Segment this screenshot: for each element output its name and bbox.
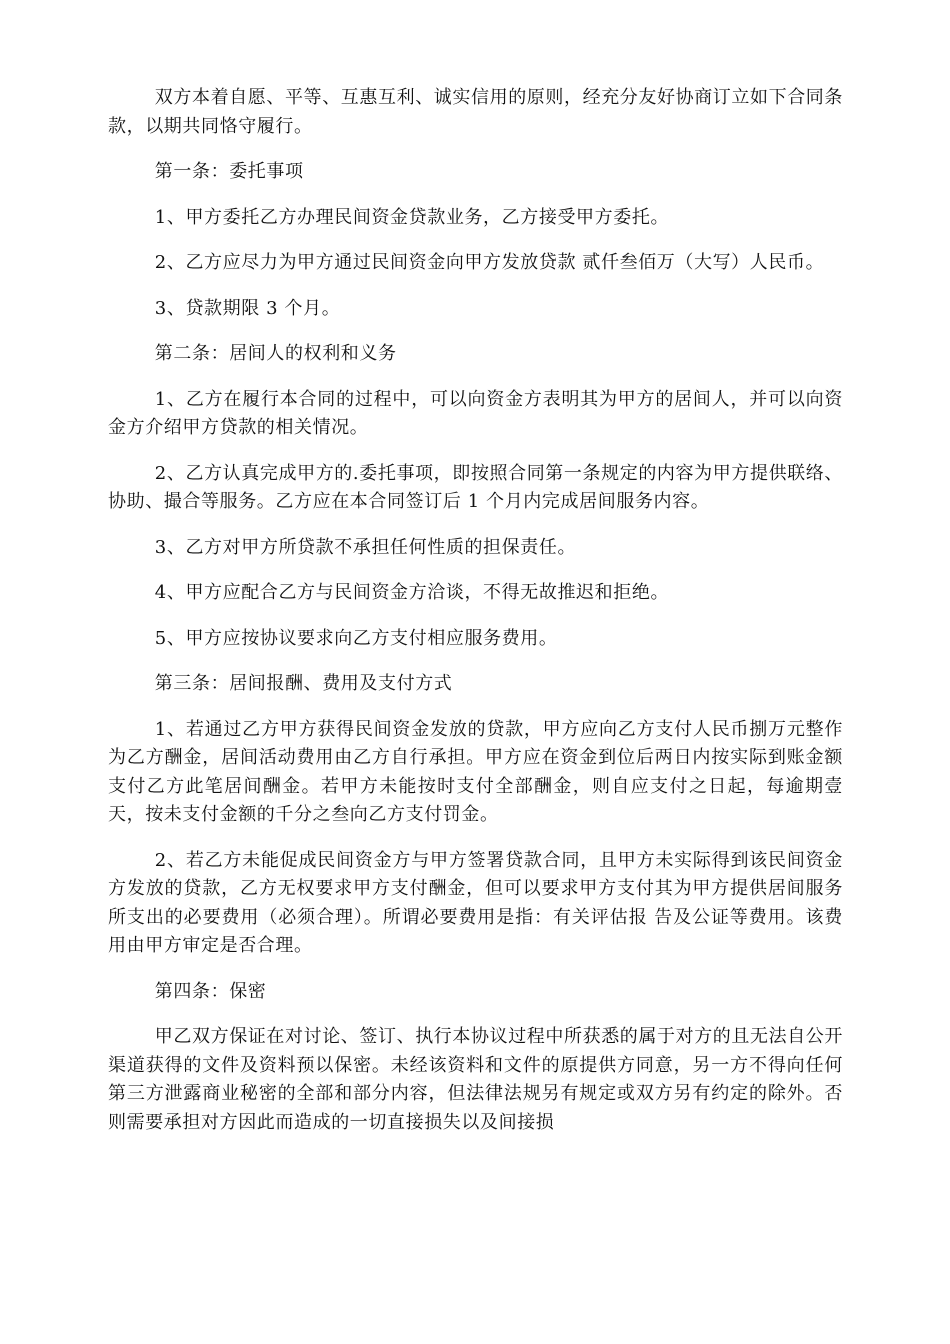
article-3-heading: 第三条：居间报酬、费用及支付方式 <box>154 673 453 694</box>
article-2-clause-3: 3、乙方对甲方所贷款不承担任何性质的担保责任。 <box>154 536 577 558</box>
article-1-clause-2: 2、乙方应尽力为甲方通过民间资金向甲方发放贷款 贰仟叁佰万（大写）人民币。 <box>154 252 825 273</box>
article-2-clause-4: 4、甲方应配合乙方与民间资金方洽谈，不得无故推迟和拒绝。 <box>154 582 670 603</box>
article-2-clause-5: 5、甲方应按协议要求向乙方支付相应服务费用。 <box>154 627 558 649</box>
article-4-heading: 第四条：保密 <box>154 980 267 1002</box>
document-page <box>108 84 843 1154</box>
article-3-clause-2: 2、若乙方未能促成民间资金方与甲方签署贷款合同，且甲方未实际得到该民间资金方发放的贷款，乙方无权要求甲方支付酬金，但可以要求甲方支付其为甲方提供居间服务所支出的必要费用（必须合理）。所谓必要费用是指：有关评估报 告及公证等费用。该费用由甲方审定是否合理。 <box>108 849 843 956</box>
article-1-clause-1: 1、甲方委托乙方办理民间资金贷款业务，乙方接受甲方委托。 <box>154 206 670 228</box>
article-2-heading: 第二条：居间人的权利和义务 <box>154 343 397 364</box>
article-4-body: 甲乙双方保证在对讨论、签订、执行本协议过程中所获悉的属于对方的且无法自公开渠道获得的文件及资料预以保密。未经该资料和文件的原提供方同意，另一方不得向任何第三方泄露商业秘密的全部和部分内容，但法律法规另有规定或双方另有约定的除外。否则需要承担对方因此而造成的一切直接损失以及间接损 <box>108 1026 843 1133</box>
article-1-clause-3: 3、贷款期限 3 个月。 <box>154 297 341 319</box>
article-1-heading: 第一条：委托事项 <box>154 161 304 182</box>
article-2-clause-2: 2、乙方认真完成甲方的.委托事项，即按照合同第一条规定的内容为甲方提供联络、协助、撮合等服务。乙方应在本合同签订后 1 个月内完成居间服务内容。 <box>108 462 843 512</box>
intro-paragraph: 双方本着自愿、平等、互惠互利、诚实信用的原则，经充分友好协商订立如下合同条款，以期共同恪守履行。 <box>108 87 843 137</box>
article-3-clause-1: 1、若通过乙方甲方获得民间资金发放的贷款，甲方应向乙方支付人民币捌万元整作为乙方酬金，居间活动费用由乙方自行承担。甲方应在资金到位后两日内按实际到账金额支付乙方此笔居间酬金。若甲方未能按时支付全部酬金，则自应支付之日起，每逾期壹天，按未支付金额的千分之叁向乙方支付罚金。 <box>108 718 843 825</box>
article-2-clause-1: 1、乙方在履行本合同的过程中，可以向资金方表明其为甲方的居间人，并可以向资金方介绍甲方贷款的相关情况。 <box>108 388 843 438</box>
